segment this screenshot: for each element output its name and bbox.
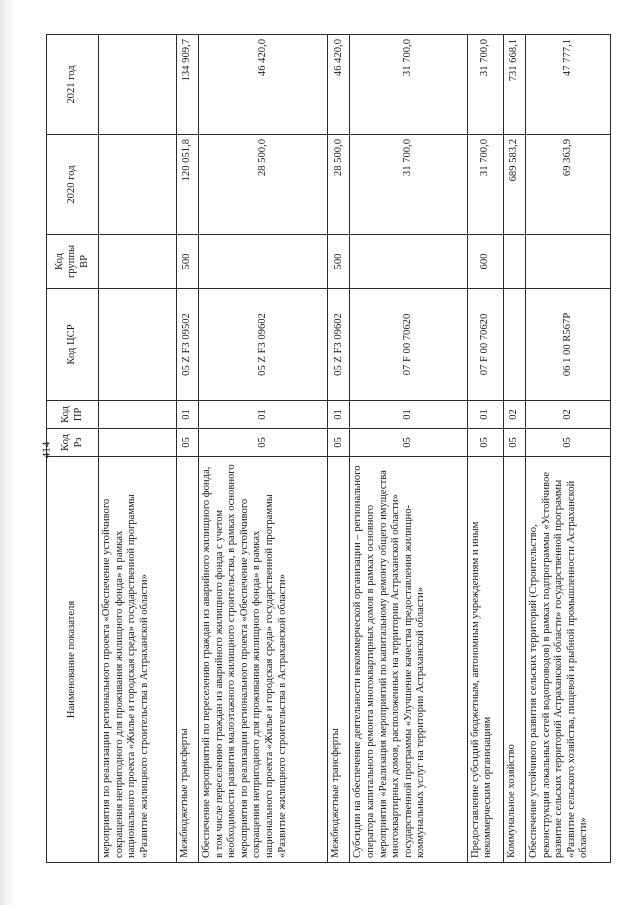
rotated-table-area [46,35,611,863]
row-2021: 46 420,0 [198,35,327,135]
row-csr: 05 Z F3 09602 [198,289,327,401]
table-row [467,35,503,863]
row-2021: 46 420,0 [328,35,350,135]
table-row [350,35,467,863]
header-vr: Код группы ВР [47,235,99,289]
row-name: Межбюджетные трансферты [328,457,350,863]
header-row [47,35,99,863]
row-2020: 31 700,0 [467,135,503,235]
row-name: мероприятия по реализации регионального проекта «Обеспечение устойчивого сокращения непригодного для проживания жилищного фонда» в рамках национального проекта «Жилье и городская среда» государственной программы «Развитие жилищного строительства в Астраханской области» [99,457,177,863]
row-2020 [99,135,177,235]
row-rz: 05 [198,429,327,457]
row-name: Субсидии на обеспечение деятельности некоммерческой организации – регионального оператора капитального ремонта многоквартирных домов в рамках основного мероприятия «Реализация мероприятий по капитальному ремонту общего имущества многоквартирных домов, расположенных на территории Астраханской области» государственной программы «Улучшение качества предоставления жилищно-коммунальных услуг на территории Астраханской области» [350,457,467,863]
table-row [328,35,350,863]
row-name: Коммунальное хозяйство [503,457,525,863]
row-rz: 05 [328,429,350,457]
header-csr: Код ЦСР [47,289,99,401]
row-pr: 01 [467,401,503,429]
row-pr: 01 [350,401,467,429]
row-pr: 02 [503,401,525,429]
row-vr [99,235,177,289]
row-rz: 05 [526,429,611,457]
row-pr: 01 [328,401,350,429]
header-rz: Код Рз [47,429,99,457]
table-row [503,35,525,863]
row-csr: 05 Z F3 09602 [328,289,350,401]
row-vr: 500 [176,235,198,289]
row-2021: 47 777,1 [526,35,611,135]
budget-table [46,34,611,863]
scan-edge [0,0,14,905]
row-pr [99,401,177,429]
row-2020: 120 051,8 [176,135,198,235]
row-csr [99,289,177,401]
row-2020: 689 583,2 [503,135,525,235]
row-vr: 500 [328,235,350,289]
row-2020: 28 500,0 [198,135,327,235]
row-vr [198,235,327,289]
row-csr: 07 F 00 70620 [467,289,503,401]
row-vr [350,235,467,289]
row-2021: 134 909,7 [176,35,198,135]
row-rz [99,429,177,457]
row-rz: 05 [503,429,525,457]
row-pr: 01 [176,401,198,429]
table-row [526,35,611,863]
header-2021: 2021 год [47,35,99,135]
row-pr: 02 [526,401,611,429]
table-row [99,35,177,863]
row-vr [526,235,611,289]
row-2021: 31 700,0 [467,35,503,135]
row-name: Межбюджетные трансферты [176,457,198,863]
row-csr: 07 F 00 70620 [350,289,467,401]
row-rz: 05 [176,429,198,457]
row-name: Обеспечение устойчивого развития сельских территорий (Строительство, реконструкция локальных сетей водопроводов) в рамках подпрограммы «Устойчивое развитие сельских территорий Астраханской области» государственной программы «Развитие сельского хозяйства, пищевой и рыбной промышленности Астраханской области» [526,457,611,863]
page-number: 414 [40,441,53,459]
header-2020: 2020 год [47,135,99,235]
row-pr: 01 [198,401,327,429]
row-2020: 28 500,0 [328,135,350,235]
row-rz: 05 [467,429,503,457]
table-wrapper [46,35,611,863]
table-row [198,35,327,863]
row-vr [503,235,525,289]
header-pr: Код ПР [47,401,99,429]
row-csr [503,289,525,401]
row-2021 [99,35,177,135]
row-name: Обеспечение мероприятий по переселению граждан из аварийного жилищного фонда, в том числе переселению граждан из аварийного жилищного фонда с учетом необходимости развития малоэтажного жилищного строительства, в рамках основного мероприятия по реализации регионального проекта «Обеспечение устойчивого сокращения непригодного для проживания жилищного фонда» в рамках национального проекта «Жилье и городская среда» государственной программы «Развитие жилищного строительства в Астраханской области» [198,457,327,863]
row-csr: 06 1 00 R567P [526,289,611,401]
row-2020: 69 363,9 [526,135,611,235]
row-name: Предоставление субсидий бюджетным, автономным учреждениям и иным некоммерческим организациям [467,457,503,863]
row-2021: 31 700,0 [350,35,467,135]
row-vr: 600 [467,235,503,289]
table-row [176,35,198,863]
row-2020: 31 700,0 [350,135,467,235]
row-2021: 731 668,1 [503,35,525,135]
row-rz: 05 [350,429,467,457]
row-csr: 05 Z F3 09502 [176,289,198,401]
header-name: Наименование показателя [47,457,99,863]
